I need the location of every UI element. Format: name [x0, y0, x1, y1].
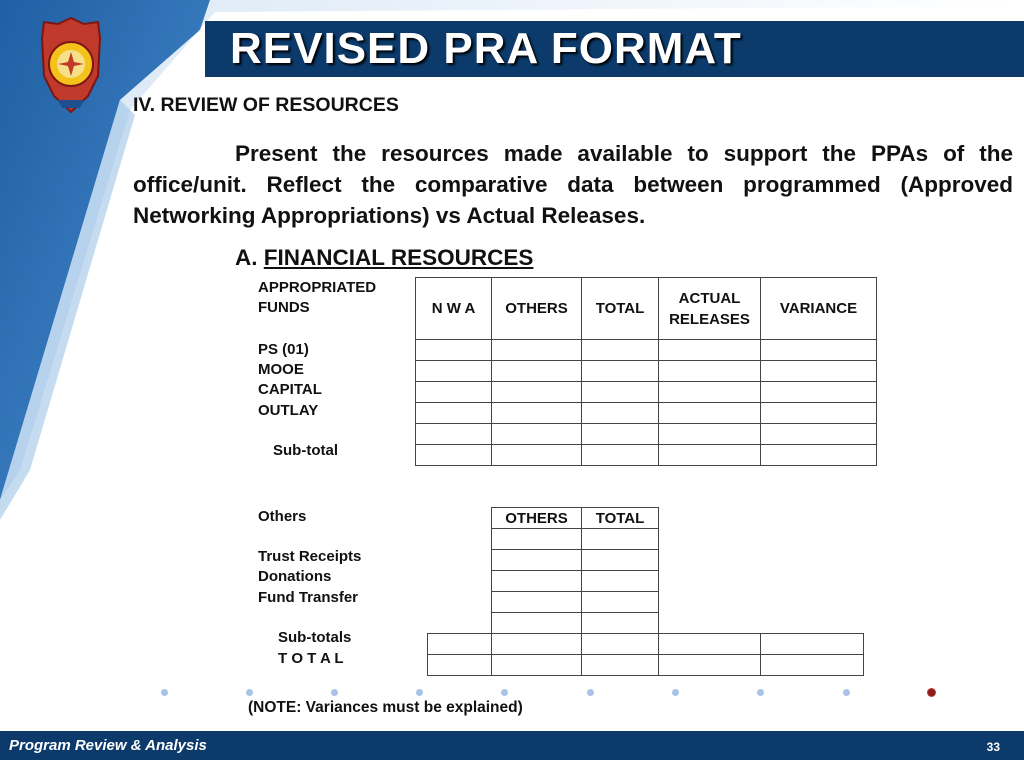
table1-cell — [581, 381, 659, 403]
slide-title: REVISED PRA FORMAT — [230, 24, 742, 73]
financial-resources-heading — [235, 245, 533, 271]
col-header-nwa: N W A — [415, 277, 492, 340]
page-number: 33 — [986, 740, 1000, 754]
totals-cell — [581, 633, 659, 655]
table1-cell — [491, 360, 582, 382]
appropriated-funds-label-line1: APPROPRIATED — [258, 279, 377, 296]
table1-cell — [760, 423, 877, 445]
table2-cell — [581, 549, 659, 571]
row-label-subtotal: Sub-total — [273, 442, 338, 459]
nav-dot[interactable] — [672, 689, 679, 696]
totals-cell — [658, 633, 761, 655]
variance-note: (NOTE: Variances must be explained) — [248, 699, 523, 716]
table1-cell — [415, 339, 492, 361]
others-section-label: Others — [258, 508, 307, 525]
nav-dot[interactable] — [843, 689, 850, 696]
row-label-total: T O T A L — [278, 650, 344, 667]
table1-cell — [658, 381, 761, 403]
table1-cell — [581, 402, 659, 424]
table2-cell — [581, 612, 659, 634]
nav-dot[interactable] — [331, 689, 338, 696]
totals-cell — [427, 654, 492, 676]
table1-cell — [760, 444, 877, 466]
description-paragraph: Present the resources made available to support the PPAs of the office/unit. Reflect the comparative data between programmed (Approved Networking Appropriations) vs Actual Releases. — [133, 141, 1013, 228]
totals-cell — [658, 654, 761, 676]
row-label-ps: PS (01) — [258, 341, 309, 358]
totals-cell — [760, 654, 864, 676]
table1-cell — [415, 381, 492, 403]
totals-cell — [427, 633, 492, 655]
table1-cell — [491, 444, 582, 466]
nav-dot[interactable] — [416, 689, 423, 696]
sub-heading-prefix: A. — [235, 245, 264, 270]
row-label-fund-transfer: Fund Transfer — [258, 589, 359, 606]
totals-cell — [581, 654, 659, 676]
table1-cell — [658, 360, 761, 382]
table1-cell — [581, 360, 659, 382]
nav-dot[interactable] — [161, 689, 168, 696]
col-header-variance: VARIANCE — [760, 277, 877, 340]
table1-cell — [491, 339, 582, 361]
pnp-seal-logo — [40, 16, 102, 116]
t2-col-header-total: TOTAL — [581, 507, 659, 529]
table1-cell — [760, 381, 877, 403]
row-label-trust-receipts: Trust Receipts — [258, 548, 362, 565]
table1-cell — [415, 444, 492, 466]
table2-cell — [581, 570, 659, 592]
row-label-subtotals: Sub-totals — [278, 629, 352, 646]
t2-col-header-others: OTHERS — [491, 507, 582, 529]
totals-cell — [491, 654, 582, 676]
table1-cell — [658, 402, 761, 424]
table2-cell — [581, 528, 659, 550]
table1-cell — [760, 402, 877, 424]
col-header-others: OTHERS — [491, 277, 582, 340]
table1-cell — [581, 444, 659, 466]
table1-cell — [760, 360, 877, 382]
table1-cell — [415, 402, 492, 424]
row-label-capital: CAPITAL — [258, 381, 322, 398]
table1-cell — [760, 339, 877, 361]
section-heading: IV. REVIEW OF RESOURCES — [133, 94, 399, 116]
row-label-outlay: OUTLAY — [258, 402, 319, 419]
table1-cell — [491, 381, 582, 403]
nav-dot[interactable] — [928, 689, 935, 696]
table2-cell — [491, 570, 582, 592]
row-label-donations: Donations — [258, 568, 332, 585]
table1-cell — [581, 423, 659, 445]
nav-dot[interactable] — [246, 689, 253, 696]
table1-cell — [491, 423, 582, 445]
nav-dot[interactable] — [757, 689, 764, 696]
col-header-actual-releases: ACTUAL RELEASES — [658, 277, 761, 340]
table2-cell — [581, 591, 659, 613]
totals-cell — [491, 633, 582, 655]
sub-heading-text: FINANCIAL RESOURCES — [263, 245, 534, 270]
row-label-mooe: MOOE — [258, 361, 304, 378]
table1-cell — [658, 444, 761, 466]
footer-title: Program Review & Analysis — [9, 737, 207, 754]
table1-cell — [415, 360, 492, 382]
nav-dot[interactable] — [501, 689, 508, 696]
appropriated-funds-label-line2: FUNDS — [258, 299, 310, 316]
table1-cell — [658, 339, 761, 361]
totals-cell — [760, 633, 864, 655]
table1-cell — [658, 423, 761, 445]
table2-cell — [491, 612, 582, 634]
col-header-total: TOTAL — [581, 277, 659, 340]
table2-cell — [491, 591, 582, 613]
table1-cell — [491, 402, 582, 424]
table1-cell — [415, 423, 492, 445]
table2-cell — [491, 528, 582, 550]
table2-cell — [491, 549, 582, 571]
nav-dot[interactable] — [587, 689, 594, 696]
table1-cell — [581, 339, 659, 361]
